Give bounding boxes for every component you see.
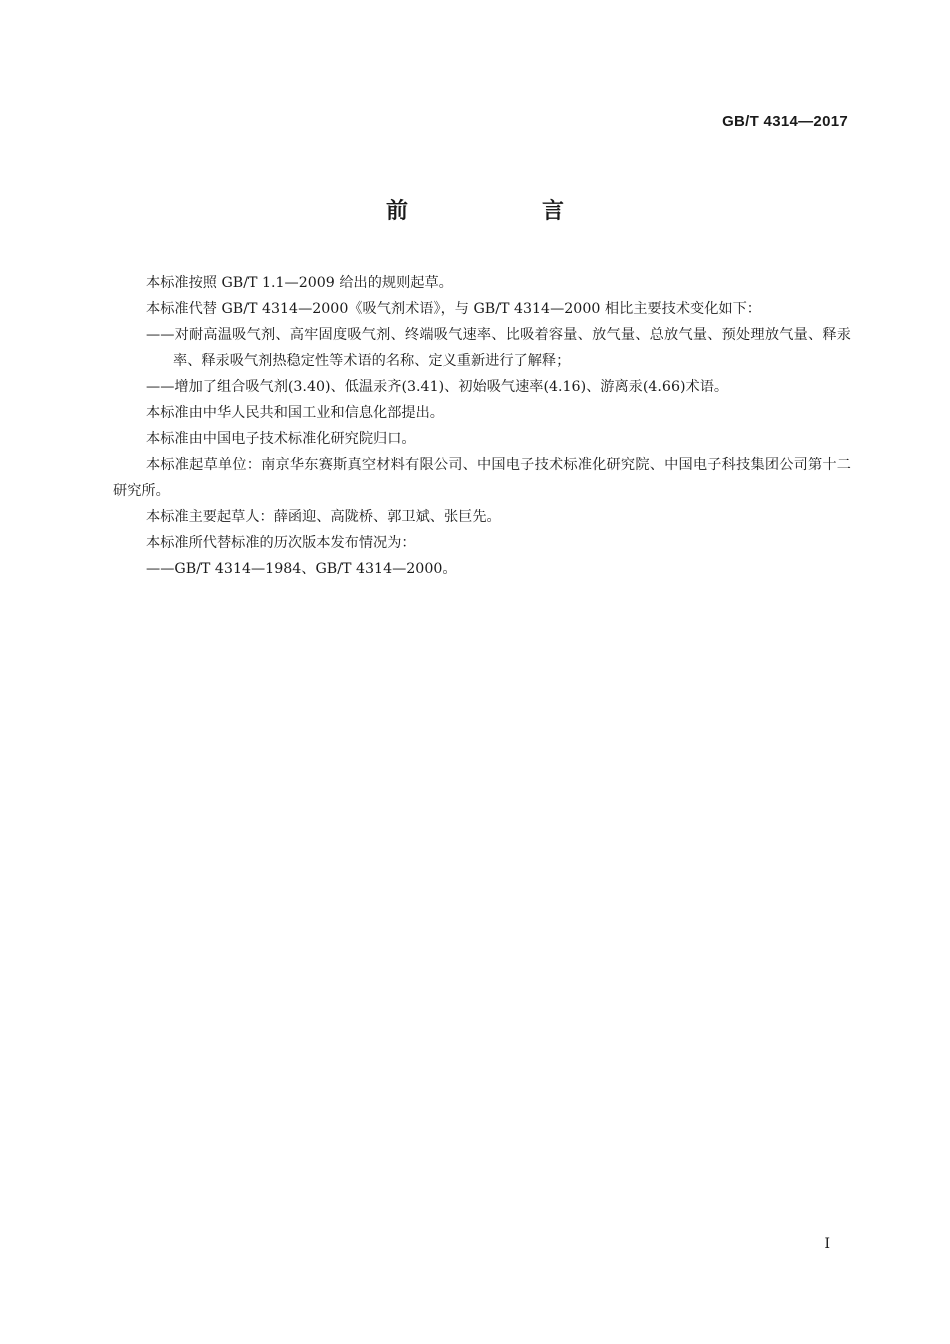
page-title: 前 言 [385,199,620,224]
history-item: ——GB/T 4314—1984、GB/T 4314—2000。 [146,561,457,577]
paragraph-administrator: 本标准由中国电子技术标准化研究院归口。 [146,431,416,447]
standard-code: GB/T 4314—2017 [722,113,848,130]
paragraph-replacement: 本标准代替 GB/T 4314—2000《吸气剂术语》，与 GB/T 4314—2000 相比主要技术变化如下： [146,301,761,317]
paragraph-proposer: 本标准由中华人民共和国工业和信息化部提出。 [146,405,444,421]
change-item-added-terms: ——增加了组合吸气剂(3.40)、低温汞齐(3.41)、初始吸气速率(4.16)、游离汞(4.66)术语。 [146,379,729,395]
foreword-body [113,270,851,582]
change-item-redefined-terms: ——对耐高温吸气剂、高牢固度吸气剂、终端吸气速率、比吸着容量、放气量、总放气量、预处理放气量、释汞率、释汞吸气剂热稳定性等术语的名称、定义重新进行了解释； [146,327,851,369]
paragraph-drafters: 本标准主要起草人：薛函迎、高陇桥、郭卫斌、张巨先。 [146,509,501,525]
paragraph-history-intro: 本标准所代替标准的历次版本发布情况为： [146,535,416,551]
paragraph-drafting-rules: 本标准按照 GB/T 1.1—2009 给出的规则起草。 [146,275,453,291]
page-number: Ⅰ [824,1236,830,1252]
paragraph-drafting-units: 本标准起草单位：南京华东赛斯真空材料有限公司、中国电子技术标准化研究院、中国电子科技集团公司第十二研究所。 [113,457,851,499]
